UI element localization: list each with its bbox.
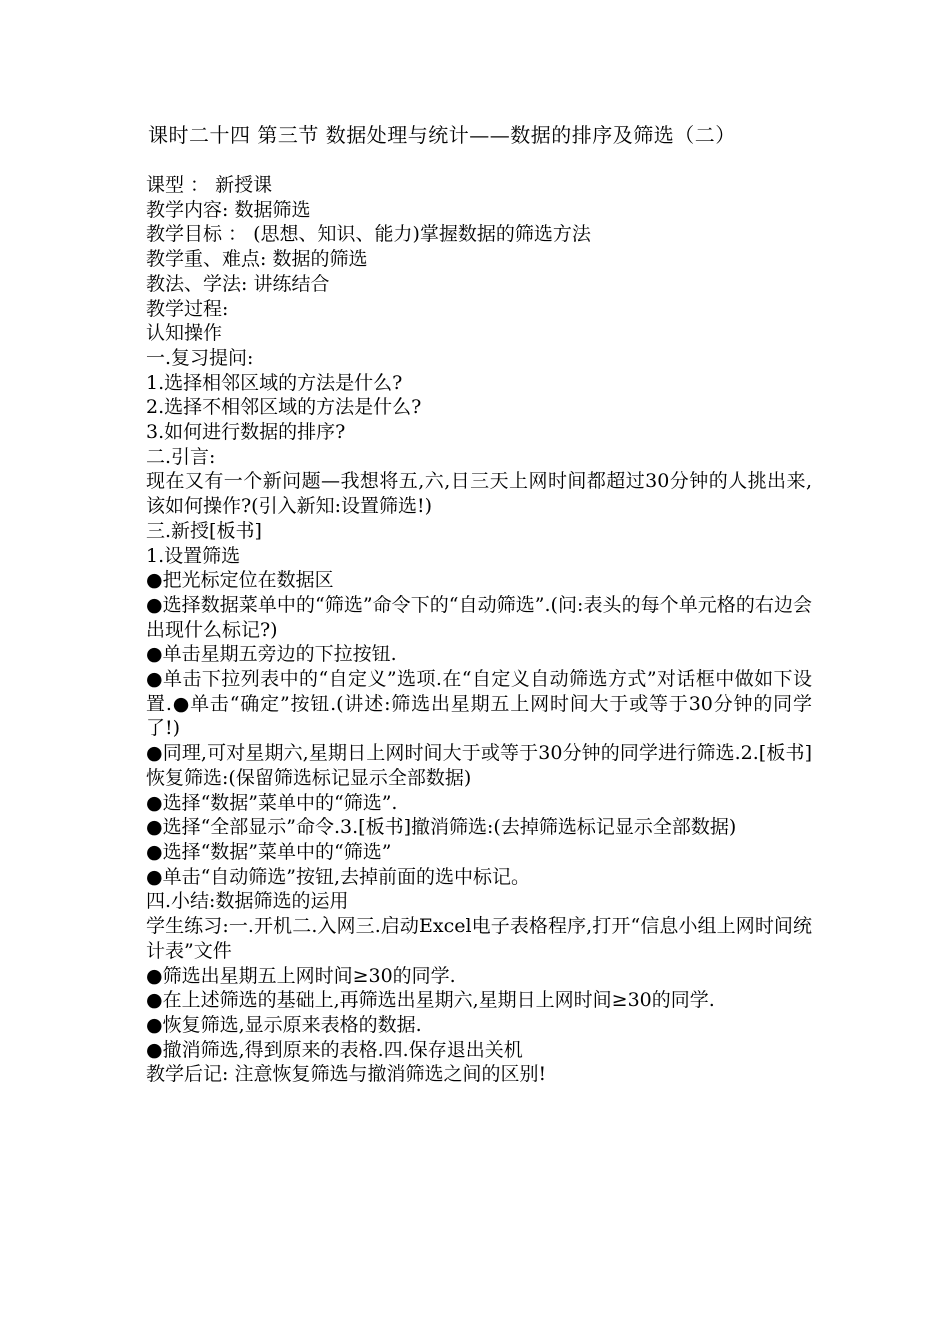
review-question-2: 2.选择不相邻区域的方法是什么?: [146, 396, 422, 419]
bullet-cancel: ●撤消筛选,得到原来的表格.四.保存退出关机: [146, 1038, 523, 1061]
teaching-goal: 教学目标 ： (思想、知识、能力)掌握数据的筛选方法: [146, 223, 591, 246]
review-question-1: 1.选择相邻区域的方法是什么?: [146, 371, 403, 394]
document-body: [146, 173, 812, 1087]
bullet-select-data-2: ●选择“数据”菜单中的“筛选”: [146, 840, 392, 863]
bullet-select-data: ●选择“数据”菜单中的“筛选”.: [146, 791, 398, 814]
teaching-content: 教学内容: 数据筛选: [146, 198, 311, 221]
bullet-show-all: ●选择“全部显示”命令.3.[板书]撤消筛选:(去掉筛选标记显示全部数据): [146, 816, 737, 839]
bullet-click-friday: ●单击星期五旁边的下拉按钮.: [146, 643, 397, 666]
section-introduction: 二.引言:: [146, 445, 216, 468]
bullet-cursor: ●把光标定位在数据区: [146, 569, 334, 592]
document-title: 课时二十四 第三节 数据处理与统计——数据的排序及筛选（二）: [148, 123, 736, 147]
teaching-process: 教学过程:: [146, 297, 229, 320]
bullet-filter-weekend: ●在上述筛选的基础上,再筛选出星期六,星期日上网时间≥30的同学.: [146, 989, 715, 1012]
lesson-type: 课型 ： 新授课: [146, 174, 273, 196]
section-summary: 四.小结:数据筛选的运用: [146, 890, 349, 913]
bullet-menu: ●选择数据菜单中的“筛选”命令下的“自动筛选”.(问:表头的每个单元格的右边会出现什么标记?): [146, 593, 812, 641]
review-question-3: 3.如何进行数据的排序?: [146, 421, 346, 444]
teaching-notes: 教学后记: 注意恢复筛选与撤消筛选之间的区别!: [146, 1063, 547, 1086]
step-set-filter: 1.设置筛选: [146, 544, 241, 567]
student-practice: 学生练习:一.开机二.入网三.启动Excel电子表格程序,打开“信息小组上网时间统计表”文件: [146, 915, 812, 962]
bullet-filter-friday: ●筛选出星期五上网时间≥30的同学.: [146, 964, 456, 987]
key-points: 教学重、难点: 数据的筛选: [146, 248, 368, 271]
teaching-method: 教法、学法: 讲练结合: [146, 272, 330, 295]
bullet-custom: ●单击下拉列表中的“自定义”选项.在“自定义自动筛选方式”对话框中做如下设置.●单击“确定”按钮.(讲述:筛选出星期五上网时间大于或等于30分钟的同学了!): [146, 668, 812, 740]
bullet-click-autofilter: ●单击“自动筛选”按钮,去掉前面的选中标记。: [146, 865, 531, 888]
bullet-restore: ●恢复筛选,显示原来表格的数据.: [146, 1013, 422, 1036]
cognitive-operation: 认知操作: [146, 322, 223, 345]
bullet-same-way: ●同理,可对星期六,星期日上网时间大于或等于30分钟的同学进行筛选.2.[板书]恢复筛选:(保留筛选标记显示全部数据): [146, 742, 812, 789]
introduction-paragraph: 现在又有一个新问题—我想将五,六,日三天上网时间都超过30分钟的人挑出来,该如何操作?(引入新知:设置筛选!): [146, 470, 812, 518]
section-new-lesson: 三.新授[板书]: [146, 519, 262, 542]
section-review: 一.复习提问:: [146, 346, 254, 369]
